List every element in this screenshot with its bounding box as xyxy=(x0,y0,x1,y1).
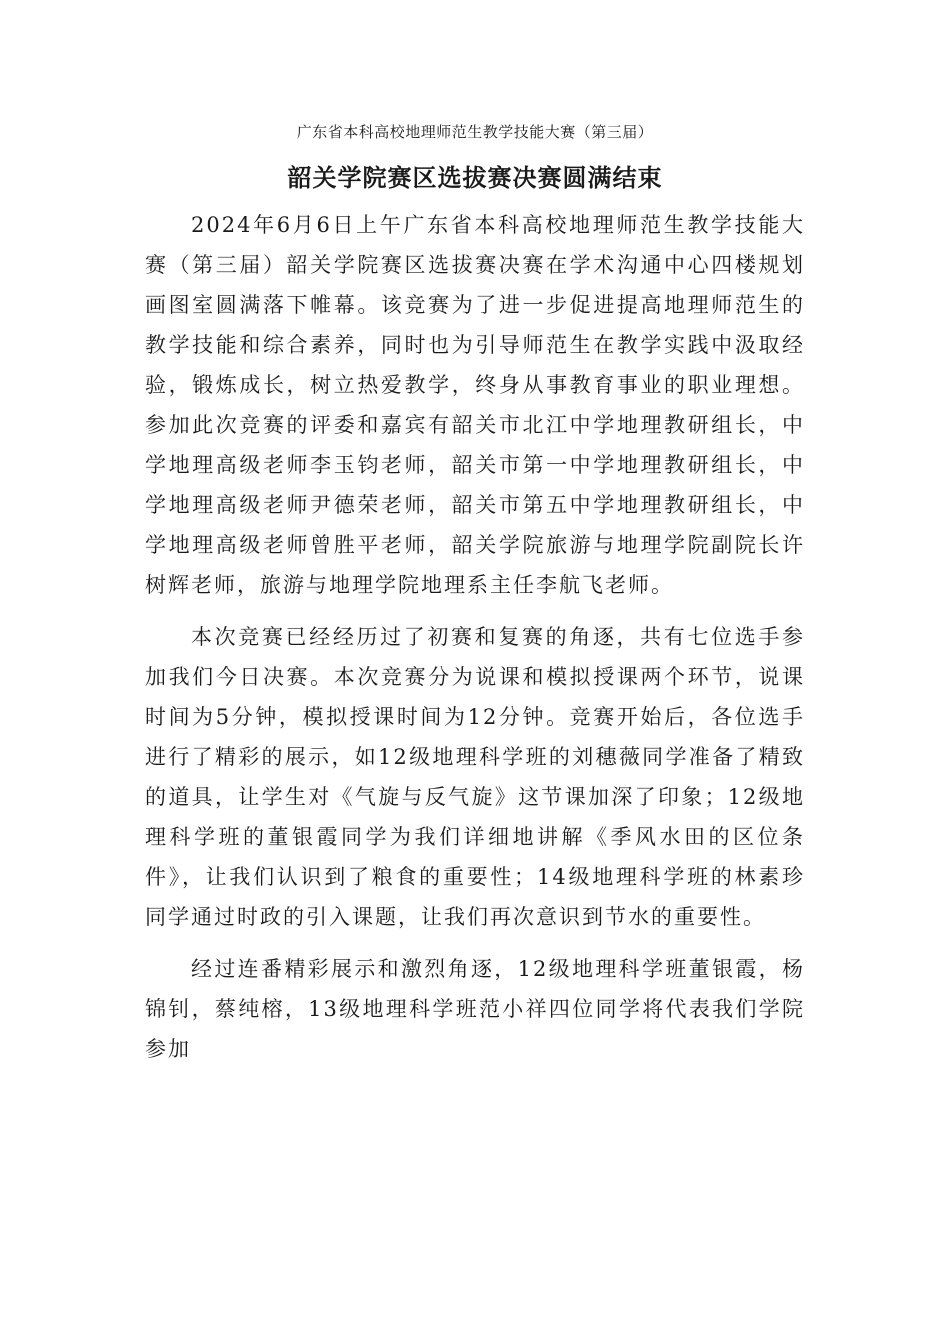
document-subtitle: 广东省本科高校地理师范生教学技能大赛（第三届） xyxy=(296,123,654,141)
paragraph-3: 经过连番精彩展示和激烈角逐，12级地理科学班董银霞，杨锦钊，蔡纯榕，13级地理科学班范小祥四位同学将代表我们学院参加 xyxy=(145,957,805,1061)
paragraph-1: 2024年6月6日上午广东省本科高校地理师范生教学技能大赛（第三届）韶关学院赛区选拔赛决赛在学术沟通中心四楼规划画图室圆满落下帷幕。该竞赛为了进一步促进提高地理师范生的教学技能和综合素养，同时也为引导师范生在教学实践中汲取经验，锻炼成长，树立热爱教学，终身从事教育事业的职业理想。参加此次竞赛的评委和嘉宾有韶关市北江中学地理教研组长，中学地理高级老师李玉钧老师，韶关市第一中学地理教研组长，中学地理高级老师尹德荣老师，韶关市第五中学地理教研组长，中学地理高级老师曾胜平老师，韶关学院旅游与地理学院副院长许树辉老师，旅游与地理学院地理系主任李航飞老师。 xyxy=(145,213,805,597)
document-title: 韶关学院赛区选拔赛决赛圆满结束 xyxy=(287,164,663,192)
document-body xyxy=(145,205,805,1081)
paragraph-2: 本次竞赛已经经历过了初赛和复赛的角逐，共有七位选手参加我们今日决赛。本次竞赛分为说课和模拟授课两个环节，说课时间为5分钟，模拟授课时间为12分钟。竞赛开始后，各位选手进行了精彩的展示，如12级地理科学班的刘穗薇同学准备了精致的道具，让学生对《气旋与反气旋》这节课加深了印象；12级地理科学班的董银霞同学为我们详细地讲解《季风水田的区位条件》，让我们认识到了粮食的重要性；14级地理科学班的林素珍同学通过时政的引入课题，让我们再次意识到节水的重要性。 xyxy=(145,625,805,929)
